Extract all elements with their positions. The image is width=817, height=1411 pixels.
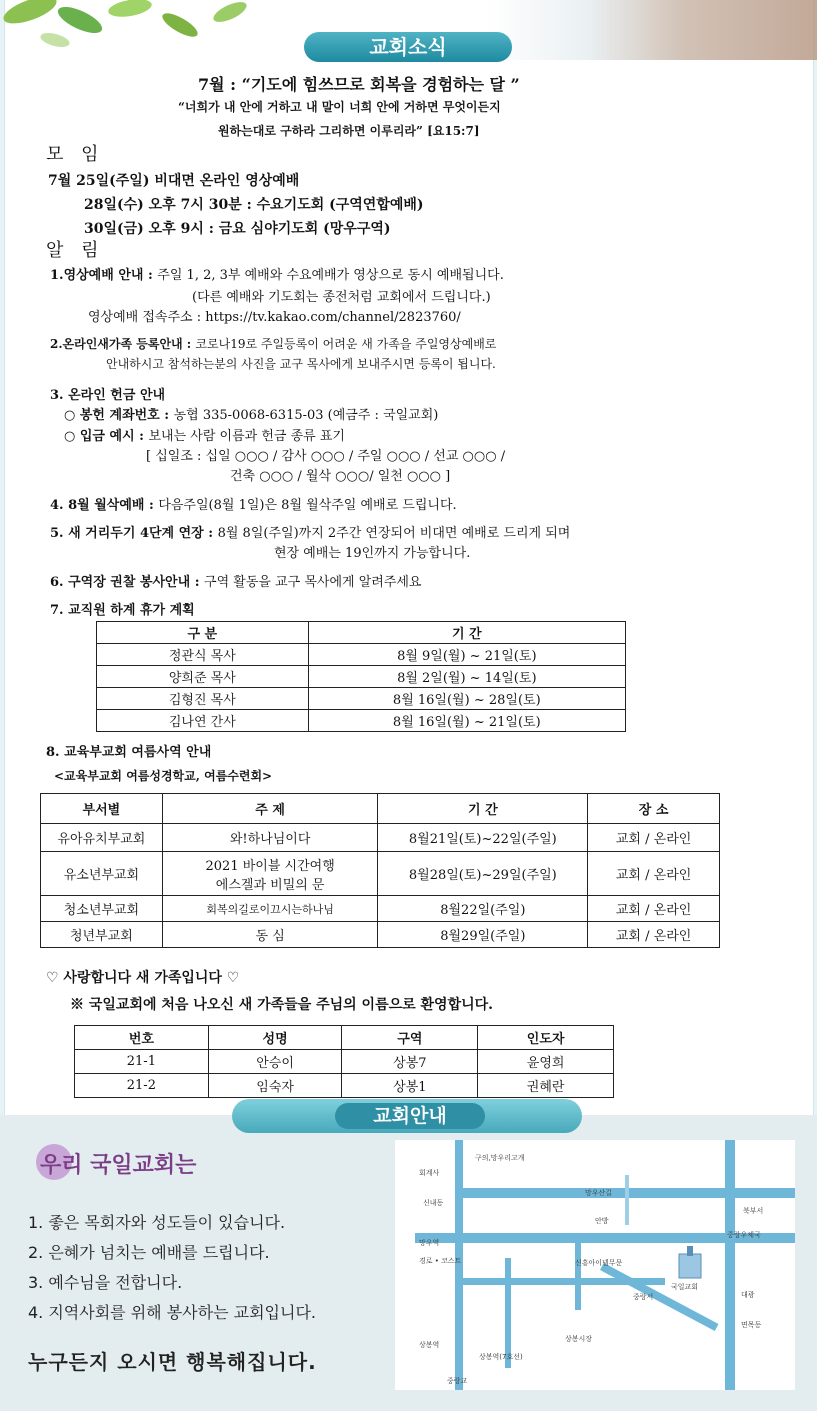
education-dept: 청소년부교회 bbox=[41, 896, 163, 922]
map-label: 회계사 bbox=[419, 1169, 440, 1177]
notice-3-a bbox=[64, 404, 438, 423]
notice-3-a-label: ○ 봉헌 계좌번호 : bbox=[64, 408, 174, 423]
notice-1-text2: (다른 예배와 기도회는 종전처럼 교회에서 드립니다.) bbox=[192, 290, 491, 305]
new-family-district: 상봉1 bbox=[342, 1074, 478, 1098]
education-theme-line1: 2021 바이블 시간여행 bbox=[205, 858, 335, 874]
new-family-no: 21-2 bbox=[75, 1074, 209, 1098]
header-photo bbox=[487, 0, 817, 60]
vacation-header: 구 분 bbox=[97, 622, 309, 644]
notice-3-c: [ 십일조 : 십일 ○○○ / 감사 ○○○ / 주일 ○○○ / 선교 ○○○ / bbox=[146, 449, 506, 464]
church-point: 1. 좋은 목회자와 성도들이 있습니다. bbox=[28, 1213, 286, 1232]
map-label: 중랑우체국 bbox=[727, 1231, 761, 1239]
vacation-period: 8월 16일(월) ~ 28일(토) bbox=[308, 688, 625, 710]
education-dept: 유소년부교회 bbox=[41, 852, 163, 896]
church-heading: 우리 국일교회는 bbox=[40, 1153, 197, 1178]
map-label: 신내동 bbox=[423, 1199, 444, 1207]
notice-4 bbox=[50, 494, 457, 513]
church-point: 3. 예수님을 전합니다. bbox=[28, 1273, 183, 1292]
notice-3-b-text: 보내는 사람 이름과 헌금 종류 표기 bbox=[148, 429, 345, 444]
education-dept: 청년부교회 bbox=[41, 922, 163, 948]
meeting-item: 30일(금) 오후 9시 : 금요 심야기도회 (망우구역) bbox=[84, 221, 391, 237]
notice-4-text: 다음주일(8월 1일)은 8월 월삭주일 예배로 드립니다. bbox=[158, 498, 457, 513]
new-family-header: 인도자 bbox=[478, 1026, 614, 1050]
notice-4-label: 4. 8월 월삭예배 : bbox=[50, 498, 159, 513]
vacation-name: 양희준 목사 bbox=[97, 666, 309, 688]
education-period: 8월22일(주일) bbox=[378, 896, 588, 922]
notice-5 bbox=[50, 522, 570, 541]
education-period: 8월29일(주일) bbox=[378, 922, 588, 948]
notice-2-label: 2.온라인새가족 등록안내 : bbox=[50, 337, 196, 351]
education-theme bbox=[162, 852, 378, 896]
map-label: 상봉역 bbox=[419, 1341, 440, 1349]
notice-6-label: 6. 구역장 권찰 봉사안내 : bbox=[50, 575, 205, 590]
education-place: 교회 / 온라인 bbox=[588, 896, 720, 922]
notice-3-a-text: 농협 335-0068-6315-03 (예금주 : 국일교회) bbox=[173, 408, 439, 423]
new-family-header: 성명 bbox=[208, 1026, 342, 1050]
new-family-header: 번호 bbox=[75, 1026, 209, 1050]
new-family-header: 구역 bbox=[342, 1026, 478, 1050]
notice-2 bbox=[50, 335, 496, 352]
notice-6-text: 구역 활동을 교구 목사에게 알려주세요 bbox=[204, 575, 422, 590]
notice-5-text: 8월 8일(주일)까지 2주간 연장되어 비대면 예배로 드리게 되며 bbox=[217, 526, 571, 541]
map-road bbox=[725, 1140, 735, 1390]
map-label: 구의,망우리고개 bbox=[475, 1154, 525, 1162]
map-label: 중랑교 bbox=[447, 1377, 468, 1385]
education-theme: 와!하나님이다 bbox=[162, 824, 378, 852]
education-theme: 회복의길로이끄시는하나님 bbox=[162, 896, 378, 922]
map-label: 북부서 bbox=[743, 1207, 764, 1215]
map-label: 면목동 bbox=[741, 1321, 762, 1329]
map-label: 망우산길 bbox=[585, 1189, 613, 1197]
meetings-heading: 모 임 bbox=[46, 144, 105, 165]
map-label: 상봉역(7호선) bbox=[479, 1353, 523, 1361]
notice-3-b-label: ○ 입금 예시 : bbox=[64, 429, 149, 444]
new-family-name: 임숙자 bbox=[208, 1074, 342, 1098]
map-road bbox=[625, 1175, 629, 1225]
new-family-table bbox=[74, 1025, 614, 1098]
vacation-name: 김나연 간사 bbox=[97, 710, 309, 732]
meeting-item: 7월 25일(주일) 비대면 온라인 영상예배 bbox=[48, 173, 300, 189]
notice-2-text2: 안내하시고 참석하는분의 사진을 교구 목사에게 보내주시면 등록이 됩니다. bbox=[106, 357, 496, 371]
vacation-table bbox=[96, 621, 626, 732]
map-label: 대광 bbox=[741, 1291, 755, 1299]
notice-8-label: 8. 교육부교회 여름사역 안내 bbox=[46, 745, 212, 760]
notice-5-text2: 현장 예배는 19인까지 가능합니다. bbox=[274, 546, 471, 561]
church-slogan: 누구든지 오시면 행복해집니다. bbox=[28, 1350, 317, 1374]
map-label: 중랑서 bbox=[633, 1293, 654, 1301]
education-header: 장 소 bbox=[588, 794, 720, 824]
map-label: 국일교회 bbox=[671, 1283, 699, 1291]
education-dept: 유아유치부교회 bbox=[41, 824, 163, 852]
map-label: 경로 • 코스트 bbox=[419, 1257, 462, 1265]
education-header: 부서별 bbox=[41, 794, 163, 824]
map-label: 망우역 bbox=[419, 1239, 440, 1247]
new-family-district: 상봉7 bbox=[342, 1050, 478, 1074]
map-label: 안방 bbox=[595, 1217, 609, 1225]
map-label: 신흥아이넬무문 bbox=[575, 1259, 623, 1267]
vacation-name: 김형진 목사 bbox=[97, 688, 309, 710]
theme-verse-2: 원하는대로 구하라 그리하면 이루리라” [요15:7] bbox=[218, 124, 480, 138]
new-family-heading: ♡ 사랑합니다 새 가족입니다 ♡ bbox=[46, 970, 240, 986]
leaves-decoration bbox=[0, 0, 300, 60]
education-theme-line2: 에스겔과 비밀의 문 bbox=[215, 877, 325, 893]
church-map bbox=[395, 1140, 795, 1390]
notice-8-sub: <교육부교회 여름성경학교, 여름수련회> bbox=[54, 769, 273, 783]
vacation-name: 정관식 목사 bbox=[97, 644, 309, 666]
notice-1-label: 1.영상예배 안내 : bbox=[50, 268, 158, 283]
education-place: 교회 / 온라인 bbox=[588, 922, 720, 948]
new-family-guide: 권혜란 bbox=[478, 1074, 614, 1098]
map-road bbox=[575, 1240, 581, 1310]
new-family-welcome: ※ 국일교회에 처음 나오신 새 가족들을 주님의 이름으로 환영합니다. bbox=[70, 997, 494, 1013]
church-point: 2. 은혜가 넘치는 예배를 드립니다. bbox=[28, 1243, 270, 1262]
new-family-guide: 윤영희 bbox=[478, 1050, 614, 1074]
notice-2-text: 코로나19로 주일등록이 어려운 새 가족을 주일영상예배로 bbox=[195, 337, 497, 351]
notice-1-text3: 영상예배 접속주소 : https://tv.kakao.com/channel/2823760/ bbox=[88, 310, 461, 325]
notice-1 bbox=[50, 264, 504, 283]
notices-heading: 알 림 bbox=[46, 240, 105, 261]
vacation-period: 8월 9일(월) ~ 21일(토) bbox=[308, 644, 625, 666]
notice-1-text: 주일 1, 2, 3부 예배와 수요예배가 영상으로 동시 예배됩니다. bbox=[157, 268, 504, 283]
theme-title: 7월 : “기도에 힘쓰므로 회복을 경험하는 달 ” bbox=[198, 75, 520, 94]
map-label: 상봉시장 bbox=[565, 1335, 593, 1343]
vacation-period: 8월 16일(월) ~ 21일(토) bbox=[308, 710, 625, 732]
notice-3-d: 건축 ○○○ / 월삭 ○○○/ 일천 ○○○ ] bbox=[230, 469, 451, 484]
education-period: 8월28일(토)~29일(주일) bbox=[378, 852, 588, 896]
church-point: 4. 지역사회를 위해 봉사하는 교회입니다. bbox=[28, 1303, 316, 1322]
meeting-item: 28일(수) 오후 7시 30분 : 수요기도회 (구역연합예배) bbox=[84, 197, 424, 213]
notice-6 bbox=[50, 571, 422, 590]
new-family-name: 안승이 bbox=[208, 1050, 342, 1074]
education-theme: 동 심 bbox=[162, 922, 378, 948]
education-header: 주 제 bbox=[162, 794, 378, 824]
notice-3-b bbox=[64, 425, 345, 444]
education-table bbox=[40, 793, 720, 948]
new-family-no: 21-1 bbox=[75, 1050, 209, 1074]
church-building-icon bbox=[675, 1246, 705, 1280]
section-title: 교회소식 bbox=[304, 32, 512, 62]
notice-5-label: 5. 새 거리두기 4단계 연장 : bbox=[50, 526, 218, 541]
education-header: 기 간 bbox=[378, 794, 588, 824]
education-period: 8월21일(토)~22일(주일) bbox=[378, 824, 588, 852]
guide-title: 교회안내 bbox=[335, 1103, 485, 1129]
education-place: 교회 / 온라인 bbox=[588, 824, 720, 852]
theme-verse-1: “너희가 내 안에 거하고 내 말이 너희 안에 거하면 무엇이든지 bbox=[178, 100, 501, 114]
leaf-icon bbox=[0, 0, 300, 60]
vacation-period: 8월 2일(월) ~ 14일(토) bbox=[308, 666, 625, 688]
notice-7-label: 7. 교직원 하계 휴가 계획 bbox=[50, 603, 195, 618]
notice-3-label: 3. 온라인 헌금 안내 bbox=[50, 388, 166, 403]
vacation-header: 기 간 bbox=[308, 622, 625, 644]
education-place: 교회 / 온라인 bbox=[588, 852, 720, 896]
